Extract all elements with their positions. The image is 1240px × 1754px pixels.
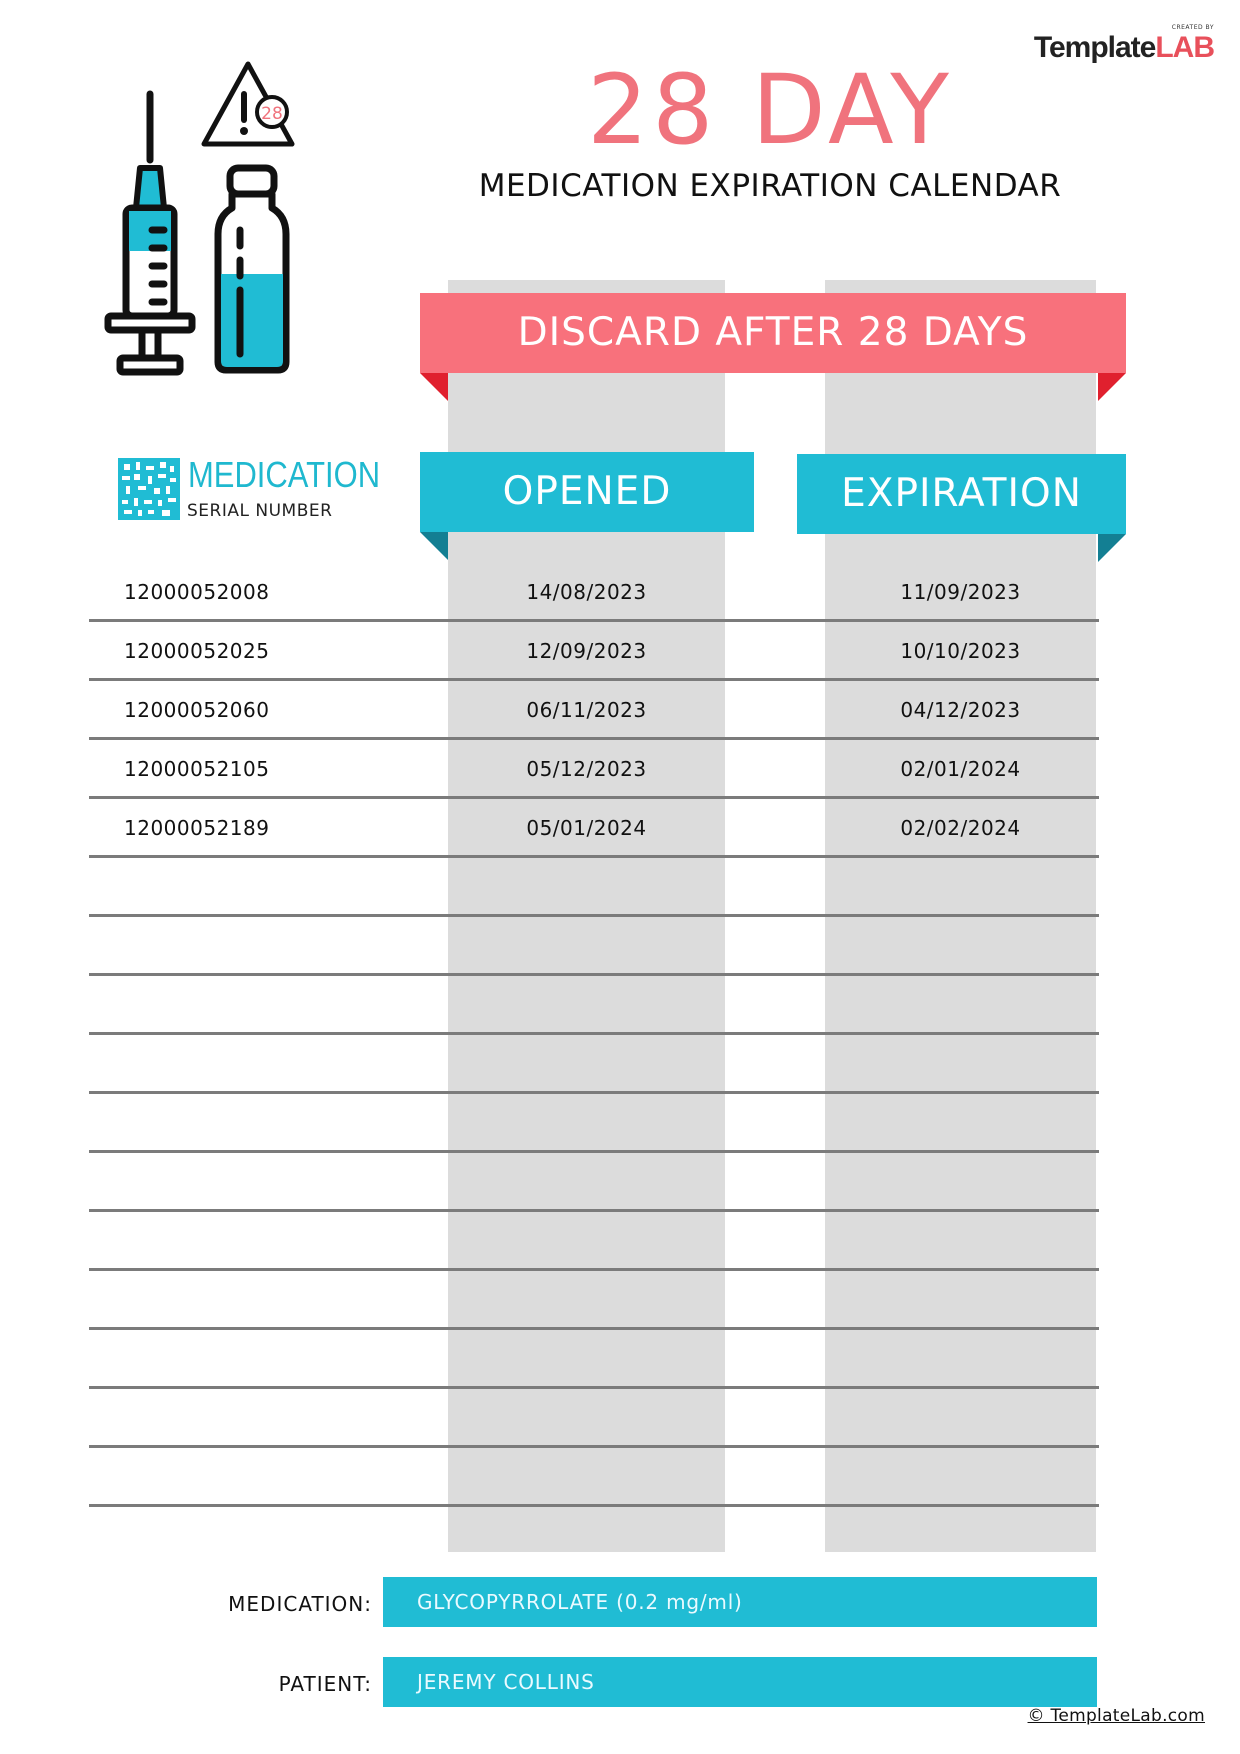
patient-field[interactable]: JEREMY COLLINS [383, 1657, 1097, 1707]
medication-field[interactable]: GLYCOPYRROLATE (0.2 mg/ml) [383, 1577, 1097, 1627]
table-row [89, 1150, 1099, 1212]
expiration-cell: 04/12/2023 [900, 698, 1021, 722]
table-row [89, 619, 1099, 681]
serial-cell: 12000052105 [124, 757, 270, 781]
table-row [89, 737, 1099, 799]
medication-heading: MEDICATION [188, 454, 381, 495]
serial-cell: 12000052025 [124, 639, 270, 663]
serial-cell: 12000052060 [124, 698, 270, 722]
table-row [89, 1209, 1099, 1271]
opened-header: OPENED [420, 452, 754, 532]
icon-badge-28: 28 [261, 104, 283, 124]
patient-field-label: PATIENT: [278, 1672, 372, 1696]
serial-cell: 12000052008 [124, 580, 270, 604]
opened-cell: 06/11/2023 [526, 698, 647, 722]
brand-created-by: CREATED BY [1171, 24, 1214, 31]
table-row [89, 855, 1099, 917]
table-row [89, 1268, 1099, 1330]
brand-name [1034, 31, 1214, 65]
banner-fold-right [1098, 373, 1126, 401]
qr-code-icon [118, 458, 180, 520]
opened-cell: 05/01/2024 [526, 816, 647, 840]
opened-cell: 12/09/2023 [526, 639, 647, 663]
medication-field-label: MEDICATION: [228, 1592, 372, 1616]
table-row [89, 1327, 1099, 1389]
brand-name-part1: Template [1033, 31, 1156, 64]
table-row [89, 1386, 1099, 1448]
syringe-icon [100, 90, 200, 380]
page-title: 28 DAY [587, 62, 953, 148]
warning-28-icon [198, 58, 298, 150]
table-row [89, 914, 1099, 976]
opened-cell: 14/08/2023 [526, 580, 647, 604]
table-row [89, 560, 1099, 622]
expiration-cell: 10/10/2023 [900, 639, 1021, 663]
table-row [89, 1091, 1099, 1153]
opened-cell: 05/12/2023 [526, 757, 647, 781]
discard-banner: DISCARD AFTER 28 DAYS [420, 293, 1126, 373]
table-row [89, 796, 1099, 858]
table-row [89, 973, 1099, 1035]
serial-cell: 12000052189 [124, 816, 270, 840]
table-row [89, 1445, 1099, 1507]
table-row [89, 678, 1099, 740]
footer-link[interactable]: © TemplateLab.com [1027, 1706, 1205, 1726]
table-row [89, 1032, 1099, 1094]
expiration-header-fold [1098, 534, 1126, 562]
banner-fold-left [420, 373, 448, 401]
brand-logo [1034, 24, 1214, 65]
serial-number-heading: SERIAL NUMBER [187, 501, 333, 521]
expiration-header: EXPIRATION [797, 454, 1126, 534]
page-subtitle: MEDICATION EXPIRATION CALENDAR [478, 168, 1062, 204]
brand-name-part2: LAB [1155, 31, 1214, 64]
expiration-cell: 02/01/2024 [900, 757, 1021, 781]
opened-header-fold [420, 532, 448, 560]
expiration-cell: 11/09/2023 [900, 580, 1021, 604]
expiration-cell: 02/02/2024 [900, 816, 1021, 840]
vial-icon [212, 164, 292, 376]
